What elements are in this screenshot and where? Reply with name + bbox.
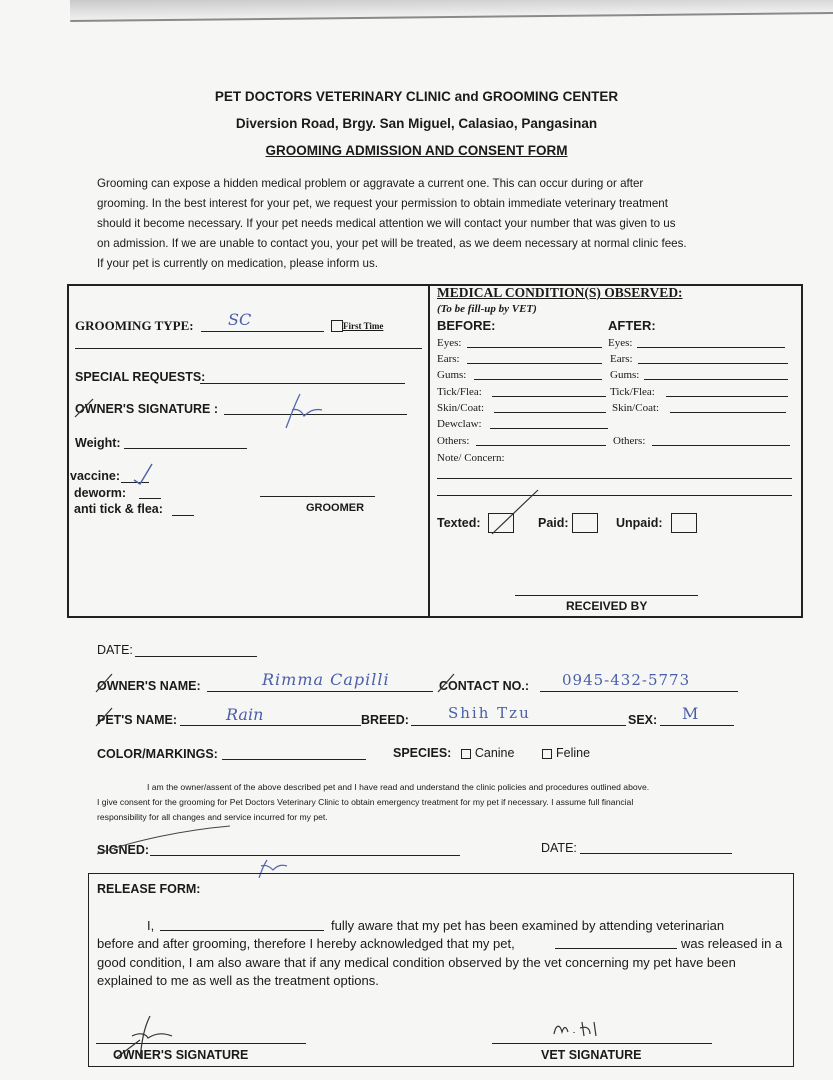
special-requests-field[interactable] <box>200 383 405 384</box>
grooming-type-field[interactable] <box>201 331 324 332</box>
feline-checkbox[interactable] <box>542 749 552 759</box>
breed-value: Shih Tzu <box>448 704 531 722</box>
date-field[interactable] <box>135 656 257 657</box>
contact-label: CONTACT NO.: <box>439 679 530 693</box>
release-pet-field[interactable] <box>555 948 677 949</box>
consent-line: responsibility for all changes and service incurred for my pet. <box>97 812 328 822</box>
release-form-title: RELEASE FORM: <box>97 882 201 896</box>
grooming-type-value: SC <box>228 310 252 329</box>
vaccine-label: vaccine: <box>70 469 121 483</box>
before-dewclaw-field[interactable] <box>490 428 608 429</box>
groomer-signature-line[interactable] <box>260 496 375 497</box>
pet-name-value: Rain <box>226 705 264 724</box>
first-time-label: First Time <box>343 321 384 331</box>
color-markings-label: COLOR/MARKINGS: <box>97 747 218 761</box>
texted-label: Texted: <box>437 516 481 530</box>
unpaid-label: Unpaid: <box>616 516 663 530</box>
after-others-field[interactable] <box>652 445 790 446</box>
release-line4-text: explained to me as well as the treatment options. <box>97 973 379 988</box>
scanner-edge <box>70 0 833 22</box>
before-others-field[interactable] <box>476 445 606 446</box>
intro-line: grooming. In the best interest for your pet, we request your permission to obtain immediate veterinary treatment <box>97 197 668 210</box>
release-owner-signature-label: OWNER'S SIGNATURE <box>113 1048 249 1062</box>
paid-checkbox[interactable] <box>572 513 598 533</box>
vet-fill-note: (To be fill-up by VET) <box>437 303 537 315</box>
grooming-type-extra-line <box>75 348 422 349</box>
feline-label: Feline <box>556 746 591 760</box>
contact-value: 0945-432-5773 <box>562 671 691 689</box>
first-time-checkbox[interactable] <box>331 320 343 332</box>
before-gums-field[interactable] <box>474 379 602 380</box>
note-concern-label: Note/ Concern: <box>437 452 505 464</box>
deworm-field[interactable] <box>139 498 161 499</box>
anti-tick-flea-field[interactable] <box>172 515 194 516</box>
canine-label: Canine <box>474 746 515 760</box>
consent-line: I am the owner/assent of the above described pet and I have read and understand the clinic policies and procedures outlined above. <box>147 782 650 792</box>
after-label: AFTER: <box>608 318 656 333</box>
release-line1-text: fully aware that my pet has been examined by attending veterinarian <box>331 918 725 933</box>
pet-name-field[interactable] <box>180 725 361 726</box>
signed-label: SIGNED: <box>97 843 150 857</box>
feline-option <box>542 746 590 760</box>
owner-name-field[interactable] <box>207 691 433 692</box>
owner-name-value: Rimma Capilli <box>262 670 390 689</box>
release-line2-text: before and after grooming, therefore I hereby acknowledged that my pet, <box>97 936 515 951</box>
after-eyes-label: Eyes: <box>608 337 633 349</box>
pet-name-label: PET'S NAME: <box>97 713 178 727</box>
before-eyes-field[interactable] <box>467 347 602 348</box>
form-title: GROOMING ADMISSION AND CONSENT FORM <box>265 143 568 158</box>
medical-conditions-title: MEDICAL CONDITION(S) OBSERVED: <box>437 285 683 300</box>
received-by-label: RECEIVED BY <box>566 599 648 613</box>
special-requests-label: SPECIAL REQUESTS: <box>75 370 206 384</box>
breed-field[interactable] <box>411 725 626 726</box>
after-gums-label: Gums: <box>610 369 640 381</box>
before-others-label: Others: <box>437 435 470 447</box>
intro-paragraph <box>97 174 757 274</box>
consent-text <box>97 780 777 825</box>
pet-name-strike-mark <box>94 706 116 728</box>
vaccine-check-mark <box>132 462 156 486</box>
before-skin-coat-field[interactable] <box>494 412 606 413</box>
after-eyes-field[interactable] <box>637 347 785 348</box>
owner-name-strike-mark <box>94 672 116 694</box>
release-line3-text: good condition, I am also aware that if any medical condition observed by the vet concerning my pet have been <box>97 955 736 970</box>
species-group <box>393 746 514 760</box>
weight-field[interactable] <box>124 448 247 449</box>
intro-line: should it become necessary. If your pet needs medical attention we will contact your number that was given to us <box>97 217 676 230</box>
owner-signature-scribble <box>280 392 330 432</box>
box-divider <box>428 284 430 616</box>
after-gums-field[interactable] <box>644 379 788 380</box>
admission-box <box>67 284 803 618</box>
after-ears-label: Ears: <box>610 353 633 365</box>
owner-name-label: OWNER'S NAME: <box>97 679 201 693</box>
vet-signature-scribble <box>550 1018 610 1040</box>
before-dewclaw-label: Dewclaw: <box>437 418 482 430</box>
clinic-address: Diversion Road, Brgy. San Miguel, Calasiao, Pangasinan <box>235 116 598 131</box>
owner-strike-mark <box>73 397 97 421</box>
note-line-1[interactable] <box>437 478 792 479</box>
release-i-label: I, <box>147 918 155 933</box>
intro-line: If your pet is currently on medication, please inform us. <box>97 257 378 270</box>
sex-value: M <box>682 704 699 723</box>
groomer-label: GROOMER <box>306 502 365 514</box>
after-tick-flea-label: Tick/Flea: <box>610 386 655 398</box>
color-markings-field[interactable] <box>222 759 366 760</box>
consent-date-field[interactable] <box>580 853 732 854</box>
consent-line: I give consent for the grooming for Pet Doctors Veterinary Clinic to obtain emergency treatment for my pet if necessary. I assume full financial <box>97 797 634 807</box>
after-skin-coat-field[interactable] <box>670 412 786 413</box>
before-eyes-label: Eyes: <box>437 337 462 349</box>
paid-label: Paid: <box>538 516 569 530</box>
consent-date-label: DATE: <box>541 841 577 855</box>
intro-line: on admission. If we are unable to contact you, your pet will be treated, as we deem necessary at normal clinic fees. <box>97 237 687 250</box>
before-ears-label: Ears: <box>437 353 460 365</box>
release-name-field[interactable] <box>160 930 324 931</box>
grooming-type-label: GROOMING TYPE: <box>75 318 194 333</box>
before-label: BEFORE: <box>437 318 496 333</box>
owner-signature-label: OWNER'S SIGNATURE : <box>75 402 219 416</box>
clinic-name: PET DOCTORS VETERINARY CLINIC and GROOMING CENTER <box>214 89 619 104</box>
release-vet-signature-label: VET SIGNATURE <box>541 1048 642 1062</box>
date-label: DATE: <box>97 643 133 657</box>
species-label: SPECIES: <box>393 746 452 760</box>
after-tick-flea-field[interactable] <box>666 396 788 397</box>
signed-scribble <box>95 822 295 878</box>
before-skin-coat-label: Skin/Coat: <box>437 402 485 414</box>
received-by-line[interactable] <box>515 595 698 596</box>
texted-check-mark <box>490 488 540 536</box>
sex-label: SEX: <box>628 713 658 727</box>
breed-label: BREED: <box>361 713 409 727</box>
before-tick-flea-field[interactable] <box>492 396 606 397</box>
contact-strike-mark <box>436 672 458 694</box>
release-form-box <box>88 873 794 1067</box>
weight-label: Weight: <box>75 436 121 450</box>
release-line2-end: was released in a <box>681 936 783 951</box>
contact-field[interactable] <box>540 691 738 692</box>
after-skin-coat-label: Skin/Coat: <box>612 402 660 414</box>
after-ears-field[interactable] <box>638 363 788 364</box>
release-vet-signature-line[interactable] <box>492 1043 712 1044</box>
sex-field[interactable] <box>660 725 734 726</box>
anti-tick-flea-label: anti tick & flea: <box>74 502 163 516</box>
after-others-label: Others: <box>613 435 646 447</box>
before-tick-flea-label: Tick/Flea: <box>437 386 482 398</box>
canine-checkbox[interactable] <box>461 749 471 759</box>
deworm-label: deworm: <box>74 486 127 500</box>
before-gums-label: Gums: <box>437 369 467 381</box>
before-ears-field[interactable] <box>467 363 602 364</box>
intro-line: Grooming can expose a hidden medical problem or aggravate a current one. This can occur during or after <box>97 177 644 190</box>
unpaid-checkbox[interactable] <box>671 513 697 533</box>
